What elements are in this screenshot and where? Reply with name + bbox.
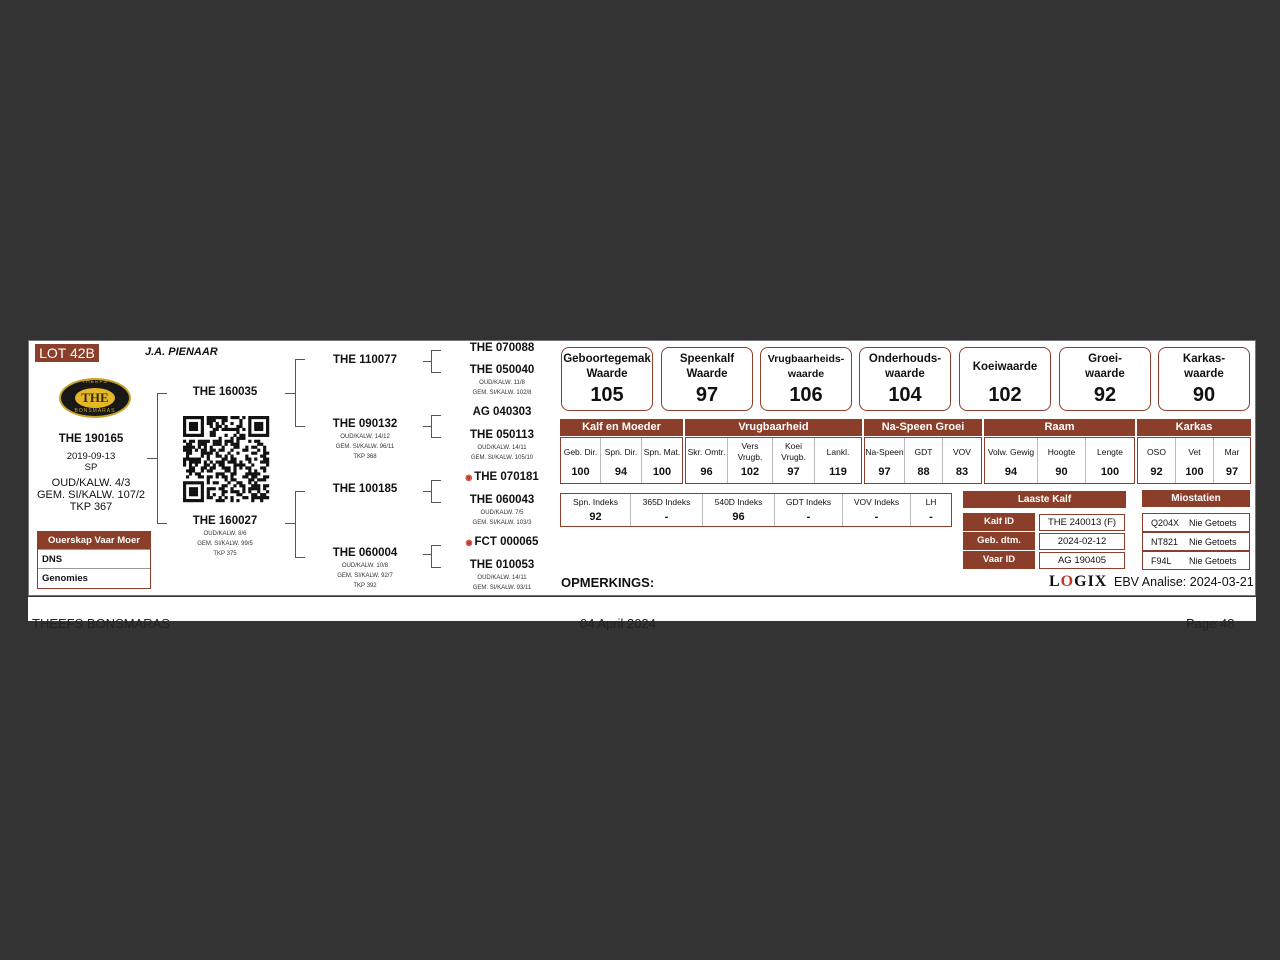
page-footer <box>28 597 1256 631</box>
ownership-table <box>37 531 151 589</box>
trait-cell: Lengte 100 <box>1097 446 1123 478</box>
myostatin-row: Q204X Nie Getoets <box>1142 513 1250 532</box>
ebv-box-speenkalf <box>661 347 753 411</box>
sdd-id: THE 050113 <box>470 429 534 441</box>
last-calf-value: AG 190405 <box>1039 552 1125 569</box>
logo-bottom-text: BONSMARAS <box>74 408 116 414</box>
remarks-label: OPMERKINGS: <box>561 575 655 590</box>
animal-oud: OUD/KALW. 4/3 <box>51 477 131 489</box>
ebv-box-onderhoud <box>859 347 951 411</box>
ebv-box-vrugbaarheid <box>760 347 852 411</box>
trait-cell: Spn. Dir. 94 <box>601 438 642 483</box>
qr-code[interactable] <box>183 416 269 502</box>
sire-id: THE 160035 <box>192 386 258 398</box>
dds-id: FCT 000065 <box>474 536 539 548</box>
sdd-oud: OUD/KALW. 14/11 <box>477 445 527 451</box>
footer-date: 04 April 2024 <box>580 616 656 631</box>
ddd-id: THE 010053 <box>469 559 535 571</box>
footer-left: THEEFS BONSMARAS <box>32 616 170 631</box>
animal-type: SP <box>84 462 98 473</box>
ss-id: THE 110077 <box>333 354 397 366</box>
last-calf-value: THE 240013 (F) <box>1039 514 1125 531</box>
group-header-vrugbaarheid: Vrugbaarheid <box>685 419 862 436</box>
dss-id: THE 070181 <box>474 471 539 483</box>
group-kalf-en-moeder <box>560 437 683 484</box>
ebv-label: Groei- waarde <box>1085 353 1125 380</box>
trait-cell: Mar 97 <box>1224 446 1240 478</box>
sire-marker-icon: ◉ <box>465 473 473 482</box>
index-table <box>560 493 952 527</box>
ebv-value: 97 <box>695 384 719 406</box>
logo-mark: THE <box>75 388 115 408</box>
sd-id: THE 090132 <box>332 418 398 430</box>
last-calf-label: Vaar ID <box>963 551 1035 569</box>
trait-cell: Koei Vrugb. 97 <box>773 438 815 483</box>
ebv-box-karkas <box>1158 347 1250 411</box>
dsd-oud: OUD/KALW. 7/5 <box>480 510 524 516</box>
myostatin-header: Miostatien <box>1142 490 1250 507</box>
group-header-raam: Raam <box>984 419 1135 436</box>
index-cell: 540D Indeks 96 <box>703 494 775 526</box>
ssd-id: THE 050040 <box>469 364 535 376</box>
ebv-label: Koeiwaarde <box>972 361 1038 373</box>
index-cell: VOV Indeks - <box>843 494 911 526</box>
trait-cell: Geb. Dir. 100 <box>561 438 601 483</box>
footer-page: Page 48 <box>1186 616 1235 631</box>
dd-gem: GEM. SI/KALW. 92/7 <box>337 573 393 579</box>
sd-oud: OUD/KALW. 14/12 <box>340 434 390 440</box>
myostatin-row: F94L Nie Getoets <box>1142 551 1250 570</box>
sd-tkp: TKP 368 <box>353 454 377 460</box>
trait-cell: Volw. Gewig 94 <box>985 438 1038 483</box>
last-calf-value: 2024-02-12 <box>1039 533 1125 550</box>
sss-id: THE 070088 <box>469 342 535 354</box>
trait-cell: GDT 88 <box>905 438 943 483</box>
dd-id: THE 060004 <box>332 547 398 559</box>
trait-cell: Lankl. 119 <box>826 446 850 478</box>
index-cell: Spn. Indeks 92 <box>561 494 631 526</box>
logix-logo: LOGIX <box>1049 573 1108 590</box>
dds-row <box>449 536 555 548</box>
group-na-speen-groei <box>864 437 982 484</box>
trait-cell: Vet 100 <box>1176 438 1214 483</box>
dsd-id: THE 060043 <box>469 494 535 506</box>
dd-oud: OUD/KALW. 10/8 <box>341 563 389 569</box>
animal-id: THE 190165 <box>58 433 124 445</box>
trait-cell: Vers Vrugb. 102 <box>728 438 773 483</box>
sire-marker-icon: ◉ <box>465 538 473 547</box>
dd-tkp: TKP 392 <box>353 583 377 589</box>
myostatin-row: NT821 Nie Getoets <box>1142 532 1250 551</box>
ebv-value: 105 <box>590 384 624 406</box>
ebv-analysis-date: EBV Analise: 2024-03-21 <box>1114 575 1254 589</box>
ddd-oud: OUD/KALW. 14/11 <box>477 575 527 581</box>
trait-cell: Spn. Mat. 100 <box>643 446 681 478</box>
ebv-label: Karkas- waarde <box>1182 353 1226 380</box>
ebv-value: 102 <box>988 384 1022 406</box>
breeder-name: J.A. PIENAAR <box>145 346 218 358</box>
index-cell: 365D Indeks - <box>631 494 703 526</box>
ebv-value: 106 <box>789 384 823 406</box>
group-vrugbaarheid <box>685 437 862 484</box>
ddd-gem: GEM. SI/KALW. 93/11 <box>472 585 532 591</box>
animal-gem: GEM. SI/KALW. 107/2 <box>36 489 145 501</box>
dsd-gem: GEM. SI/KALW. 103/3 <box>472 520 532 526</box>
trait-cell: Skr. Omtr. 96 <box>686 438 728 483</box>
ebv-value: 92 <box>1093 384 1117 406</box>
dam-tkp: TKP 375 <box>213 551 237 557</box>
group-header-na-speen-groei: Na-Speen Groei <box>864 419 982 436</box>
ownership-row-dns: DNS <box>38 549 150 568</box>
ebv-value: 104 <box>888 384 922 406</box>
trait-cell: OSO 92 <box>1138 438 1176 483</box>
trait-cell: VOV 83 <box>953 446 971 478</box>
group-header-karkas: Karkas <box>1137 419 1251 436</box>
ebv-box-koeiwaarde <box>959 347 1051 411</box>
ebv-label: Vrugbaarheids- waarde <box>767 353 845 380</box>
animal-tkp: TKP 367 <box>69 501 113 513</box>
last-calf-header: Laaste Kalf <box>963 491 1126 508</box>
breeder-logo <box>59 378 131 418</box>
ownership-row-genomies: Genomies <box>38 568 150 587</box>
sd-gem: GEM. SI/KALW. 96/11 <box>335 444 395 450</box>
trait-cell: Na-Speen 97 <box>865 438 905 483</box>
dam-oud: OUD/KALW. 8/6 <box>203 531 247 537</box>
dam-gem: GEM. SI/KALW. 99/5 <box>197 541 253 547</box>
ebv-label: Speenkalf Waarde <box>679 353 735 380</box>
dss-row <box>449 471 555 483</box>
trait-cell: Hoogte 90 <box>1038 438 1086 483</box>
ssd-oud: OUD/KALW. 11/8 <box>479 380 525 386</box>
dam-id: THE 160027 <box>192 515 258 527</box>
ownership-header: Ouerskap Vaar Moer <box>38 532 150 549</box>
ebv-label: Onderhouds- waarde <box>868 353 942 380</box>
ssd-gem: GEM. SI/KALW. 102/8 <box>472 390 532 396</box>
lot-card <box>28 340 1256 596</box>
index-cell: LH - <box>925 497 937 523</box>
group-header-kalf-en-moeder: Kalf en Moeder <box>560 419 683 436</box>
last-calf-label: Kalf ID <box>963 513 1035 531</box>
group-raam <box>984 437 1135 484</box>
lot-number: LOT 42B <box>35 344 99 362</box>
sdd-gem: GEM. SI/KALW. 105/10 <box>470 455 534 461</box>
sds-id: AG 040303 <box>472 406 532 418</box>
logo-top-text: THEEFS <box>82 379 108 385</box>
index-cell: GDT Indeks - <box>775 494 843 526</box>
ebv-box-geboortegemak <box>561 347 653 411</box>
ebv-value: 90 <box>1192 384 1216 406</box>
animal-dob: 2019-09-13 <box>66 451 116 462</box>
group-karkas <box>1137 437 1251 484</box>
ds-id: THE 100185 <box>332 483 398 495</box>
last-calf-label: Geb. dtm. <box>963 532 1035 550</box>
ebv-label: Geboortegemak Waarde <box>563 353 651 380</box>
ebv-box-groei <box>1059 347 1151 411</box>
